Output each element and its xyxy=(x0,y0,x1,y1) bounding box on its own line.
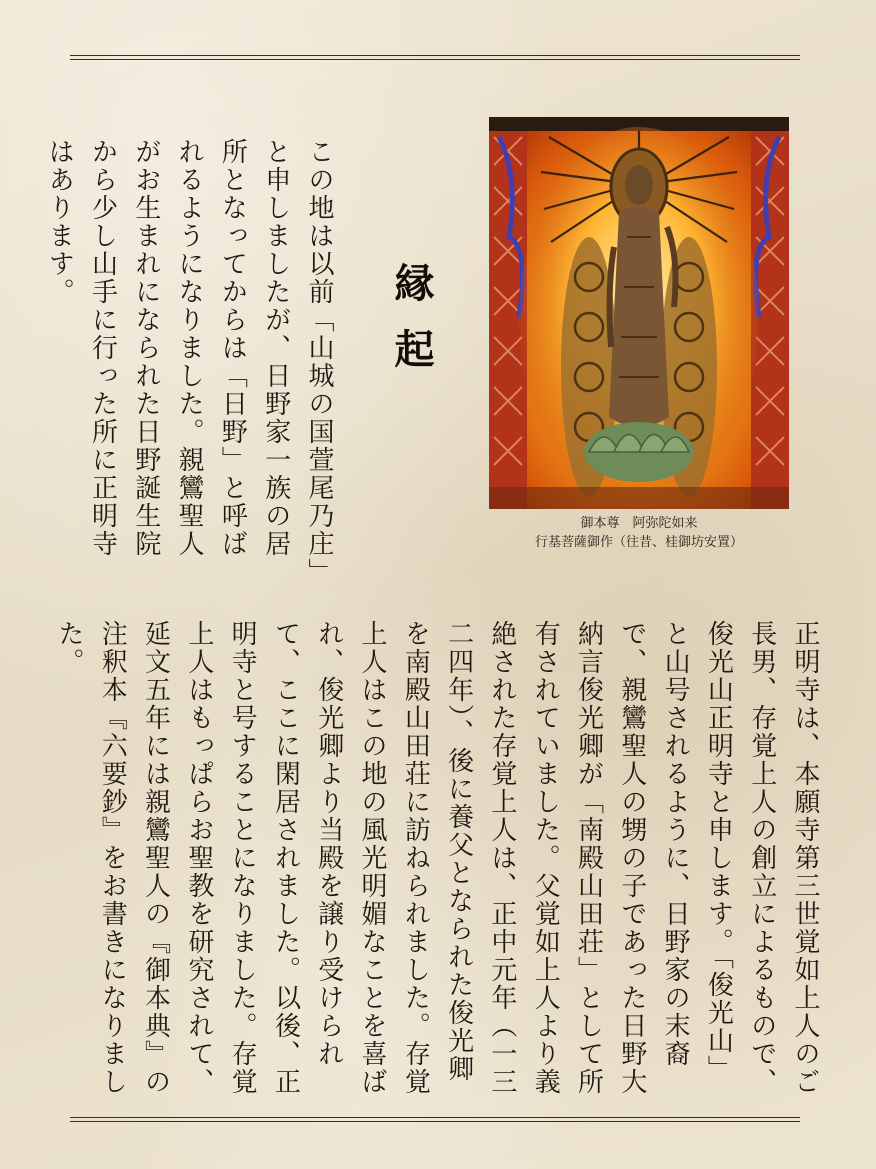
buddha-statue-photo xyxy=(489,117,789,509)
intro-paragraph: この地は以前「山城の国萱尾乃庄」と申しましたが、日野家一族の居所となってからは「日野」と呼ばれるようになりました。親鸞聖人がお生まれになられた日野誕生院から少し山手に行った所に正明寺はあります。 xyxy=(44,138,334,573)
top-rule xyxy=(70,55,800,60)
photo-caption xyxy=(489,514,789,552)
bottom-rule xyxy=(70,1117,800,1122)
history-paragraph: 正明寺は、本願寺第三世覚如上人のご長男、存覚上人の創立によるもので、俊光山正明寺と申します。「俊光山」と山号されるように、日野家の末裔で、親鸞聖人の甥の子であった日野大納言俊光卿が「南殿山田荘」として所有されていました。父覚如上人より義絶された存覚上人は、正中元年（一三二四年）、後に養父となられた俊光卿を南殿山田荘に訪ねられました。存覚上人はこの地の風光明媚なことを喜ばれ、俊光卿より当殿を譲り受けられて、ここに閑居されました。以後、正明寺と号することになりました。存覚上人はもっぱらお聖教を研究されて、延文五年には親鸞聖人の『御本典』の注釈本『六要鈔』をお書きになりました。 xyxy=(53,620,820,1096)
caption-line-2: 行基菩薩御作（往昔、桂御坊安置） xyxy=(534,535,743,550)
section-title: 縁起 xyxy=(388,262,435,394)
caption-line-1: 御本尊 阿弥陀如来 xyxy=(580,516,698,531)
